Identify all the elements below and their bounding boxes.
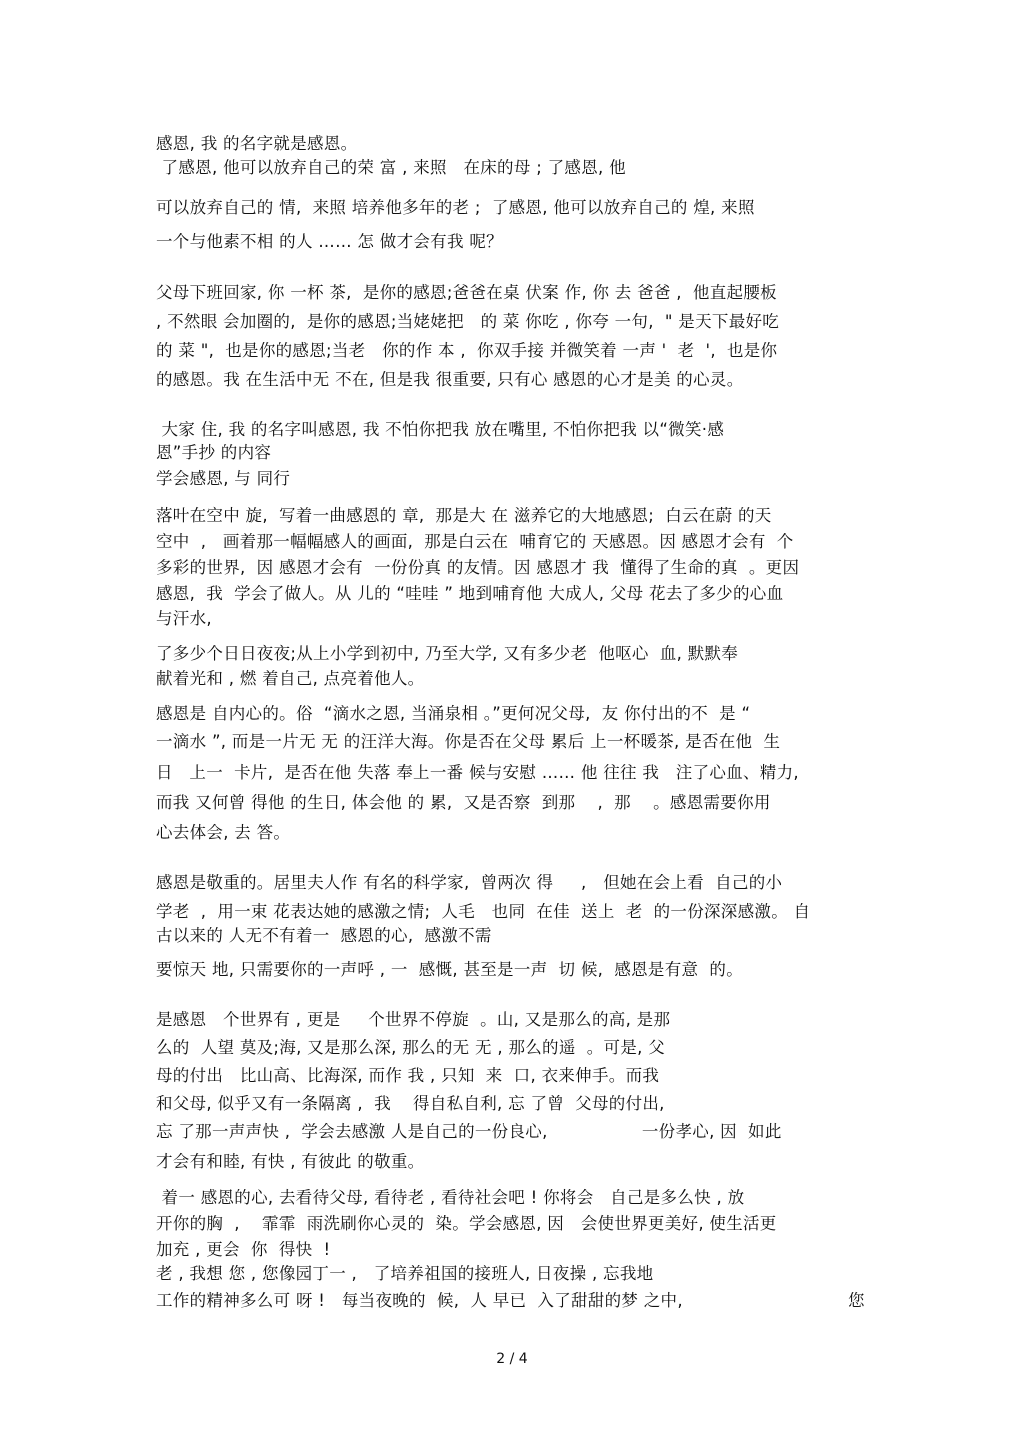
text-line: 老 , 我想 您 , 您像园丁一 , 了培养祖国的接班人, 日夜操 , 忘我地 — [156, 1264, 654, 1283]
text-line: 您 — [848, 1291, 865, 1310]
text-line: 日 上一 卡片, 是否在他 失落 奉上一番 候与安慰 …… 他 往往 我 注了心血、精力, — [156, 763, 799, 782]
text-line: 多彩的世界, 因 感恩才会有 一份份真 的友情。因 感恩才 我 懂得了生命的真 。更因 — [156, 558, 800, 577]
text-line: 与汗水, — [156, 609, 212, 628]
text-line: 学老 , 用一束 花表达她的感激之情; 人毛 也同 在佳 送上 老 的一份深深感激。 自 — [156, 902, 811, 921]
text-line: 要惊天 地, 只需要你的一声呼 , 一 感慨, 甚至是一声 切 候, 感恩是有意 的。 — [156, 960, 744, 979]
text-line: 才会有和睦, 有快 , 有彼此 的敬重。 — [156, 1152, 425, 1171]
text-line: 父母下班回家, 你 一杯 茶, 是你的感恩;爸爸在桌 伏案 作, 你 去 爸爸 , 他直起腰板 — [156, 283, 777, 302]
text-line: 感恩, 我 的名字就是感恩。 — [156, 134, 358, 153]
text-line: 和父母, 似乎又有一条隔离 , 我 得自私自利, 忘 了曾 父母的付出, — [156, 1094, 665, 1113]
text-line: 了多少个日日夜夜;从上小学到初中, 乃至大学, 又有多少老 他呕心 血, 默默奉 — [156, 644, 739, 663]
text-line: 一滴水 ”, 而是一片无 无 的汪洋大海。你是否在父母 累后 上一杯暖茶, 是否在他 生 — [156, 732, 781, 751]
text-line: 是感恩 个世界有 , 更是 个世界不停旋 。山, 又是那么的高, 是那 — [156, 1010, 671, 1029]
text-line: 工作的精神多么可 呀 ! 每当夜晚的 候, 人 早已 入了甜甜的梦 之中, — [156, 1291, 683, 1310]
text-line: 学会感恩, 与 同行 — [156, 469, 291, 488]
text-line: 感恩, 我 学会了做人。从 儿的 “哇哇 ” 地到哺育他 大成人, 父母 花去了多少的心血 — [156, 584, 784, 603]
text-line: 恩”手抄 的内容 — [156, 443, 272, 462]
text-line: 而我 又何曾 得他 的生日, 体会他 的 累, 又是否察 到那 , 那 。感恩需要你用 — [156, 793, 771, 812]
text-line: 献着光和 , 燃 着自己, 点亮着他人。 — [156, 669, 425, 688]
text-line: 大家 住, 我 的名字叫感恩, 我 不怕你把我 放在嘴里, 不怕你把我 以“微笑·感 — [156, 420, 725, 439]
text-line: 落叶在空中 旋, 写着一曲感恩的 章, 那是大 在 滋养它的大地感恩; 白云在蔚 的天 — [156, 506, 772, 525]
page-number: 2 / 4 — [496, 1351, 528, 1367]
text-line: 了感恩, 他可以放弃自己的荣 富 , 来照 在床的母 ; 了感恩, 他 — [156, 158, 626, 177]
text-line: 母的付出 比山高、比海深, 而作 我 , 只知 来 口, 衣来伸手。而我 — [156, 1066, 660, 1085]
text-line: 加充 , 更会 你 得快 ! — [156, 1240, 331, 1259]
text-line: 忘 了那一声声快 , 学会去感激 人是自己的一份良心, 一份孝心, 因 如此 — [156, 1122, 782, 1141]
text-line: 古以来的 人无不有着一 感恩的心, 感激不需 — [156, 926, 492, 945]
text-line: 么的 人望 莫及;海, 又是那么深, 那么的无 无 , 那么的遥 。可是, 父 — [156, 1038, 666, 1057]
text-line: 的 菜 ", 也是你的感恩;当老 你的作 本 , 你双手接 并微笑着 一声 ' 老 ', 也是你 — [156, 341, 778, 360]
text-line: 空中 , 画着那一幅幅感人的画面, 那是白云在 哺育它的 天感恩。因 感恩才会有 个 — [156, 532, 794, 551]
text-line: 感恩是 自内心的。俗 “滴水之恩, 当涌泉相 。”更何况父母, 友 你付出的不 是 “ — [156, 704, 751, 723]
text-line: 一个与他素不相 的人 …… 怎 做才会有我 呢？ — [156, 232, 503, 251]
text-line: 可以放弃自己的 情, 来照 培养他多年的老 ; 了感恩, 他可以放弃自己的 煌, 来照 — [156, 198, 755, 217]
text-line: , 不然眼 会加圈的, 是你的感恩;当姥姥把 的 菜 你吃 , 你夸 一句, " 是天下最好吃 — [156, 312, 780, 331]
text-line: 着一 感恩的心, 去看待父母, 看待老 , 看待社会吧 ! 你将会 自己是多么快 , 放 — [156, 1188, 745, 1207]
text-line: 的感恩。我 在生活中无 不在, 但是我 很重要, 只有心 感恩的心才是美 的心灵。 — [156, 370, 744, 389]
text-line: 心去体会, 去 答。 — [156, 823, 291, 842]
text-line: 开你的胸 , 霏霏 雨洗刷你心灵的 染。学会感恩, 因 会使世界更美好, 使生活更 — [156, 1214, 777, 1233]
text-line: 感恩是敬重的。居里夫人作 有名的科学家, 曾两次 得 , 但她在会上看 自己的小 — [156, 873, 783, 892]
